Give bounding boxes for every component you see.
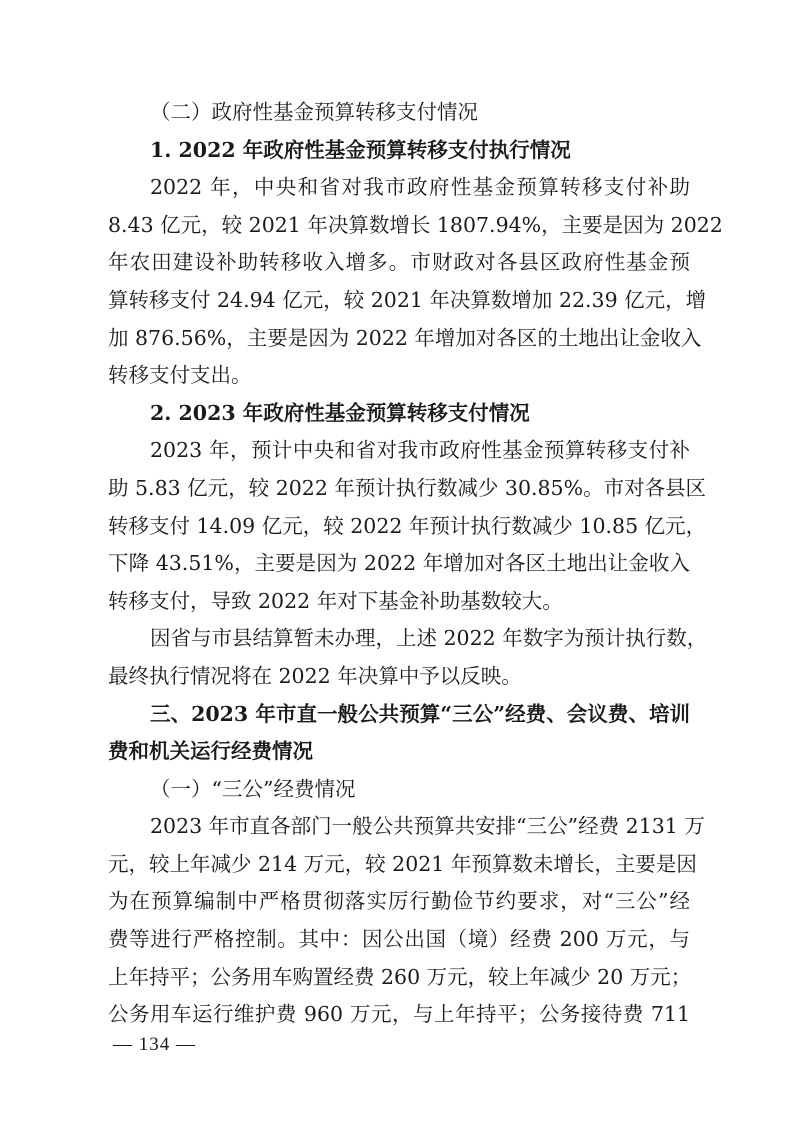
text-line: 2. 2023 年政府性基金预算转移支付情况: [150, 400, 530, 425]
text-line: 最终执行情况将在 2022 年决算中予以反映。: [108, 663, 522, 688]
text-line: 年农田建设补助转移收入增多。市财政对各县区政府性基金预: [108, 250, 690, 275]
text-line: 1. 2022 年政府性基金预算转移支付执行情况: [150, 137, 571, 162]
text-line: 转移支付，导致 2022 年对下基金补助基数较大。: [108, 588, 563, 613]
text-line: 公务用车运行维护费 960 万元，与上年持平；公务接待费 711: [108, 1002, 690, 1027]
text-line: 8.43 亿元，较 2021 年决算数增长 1807.94%，主要是因为 2022: [108, 212, 723, 237]
page-number: — 134 —: [113, 1034, 196, 1055]
text-line: 元，较上年减少 214 万元，较 2021 年预算数未增长，主要是因: [108, 851, 697, 876]
text-line: 费和机关运行经费情况: [108, 739, 313, 764]
text-line: （一）“三公”经费情况: [150, 776, 356, 801]
text-line: 三、2023 年市直一般公共预算“三公”经费、会议费、培训: [150, 701, 690, 726]
text-line: 为在预算编制中严格贯彻落实厉行勤俭节约要求，对“三公”经: [108, 889, 690, 914]
text-line: 加 876.56%，主要是因为 2022 年增加对各区的土地出让金收入: [108, 325, 702, 350]
document-body: [108, 94, 723, 1034]
text-line: 转移支付 14.09 亿元，较 2022 年预计执行数减少 10.85 亿元，: [108, 513, 707, 538]
text-line: 因省与市县结算暂未办理，上述 2022 年数字为预计执行数，: [150, 626, 708, 651]
text-line: 下降 43.51%，主要是因为 2022 年增加对各区土地出让金收入: [108, 551, 690, 576]
text-line: 2023 年市直各部门一般公共预算共安排“三公”经费 2131 万: [150, 814, 705, 839]
text-line: 2023 年，预计中央和省对我市政府性基金预算转移支付补: [150, 438, 690, 463]
text-line: （二）政府性基金预算转移支付情况: [150, 100, 478, 124]
text-line: 上年持平；公务用车购置经费 260 万元，较上年减少 20 万元；: [108, 964, 692, 989]
text-line: 算转移支付 24.94 亿元，较 2021 年决算数增加 22.39 亿元，增: [108, 287, 707, 312]
text-line: 2022 年，中央和省对我市政府性基金预算转移支付补助: [150, 175, 690, 200]
text-line: 助 5.83 亿元，较 2022 年预计执行数减少 30.85%。市对各县区: [108, 475, 707, 500]
text-line: 转移支付支出。: [108, 363, 252, 388]
text-line: 费等进行严格控制。其中：因公出国（境）经费 200 万元，与: [108, 927, 690, 952]
